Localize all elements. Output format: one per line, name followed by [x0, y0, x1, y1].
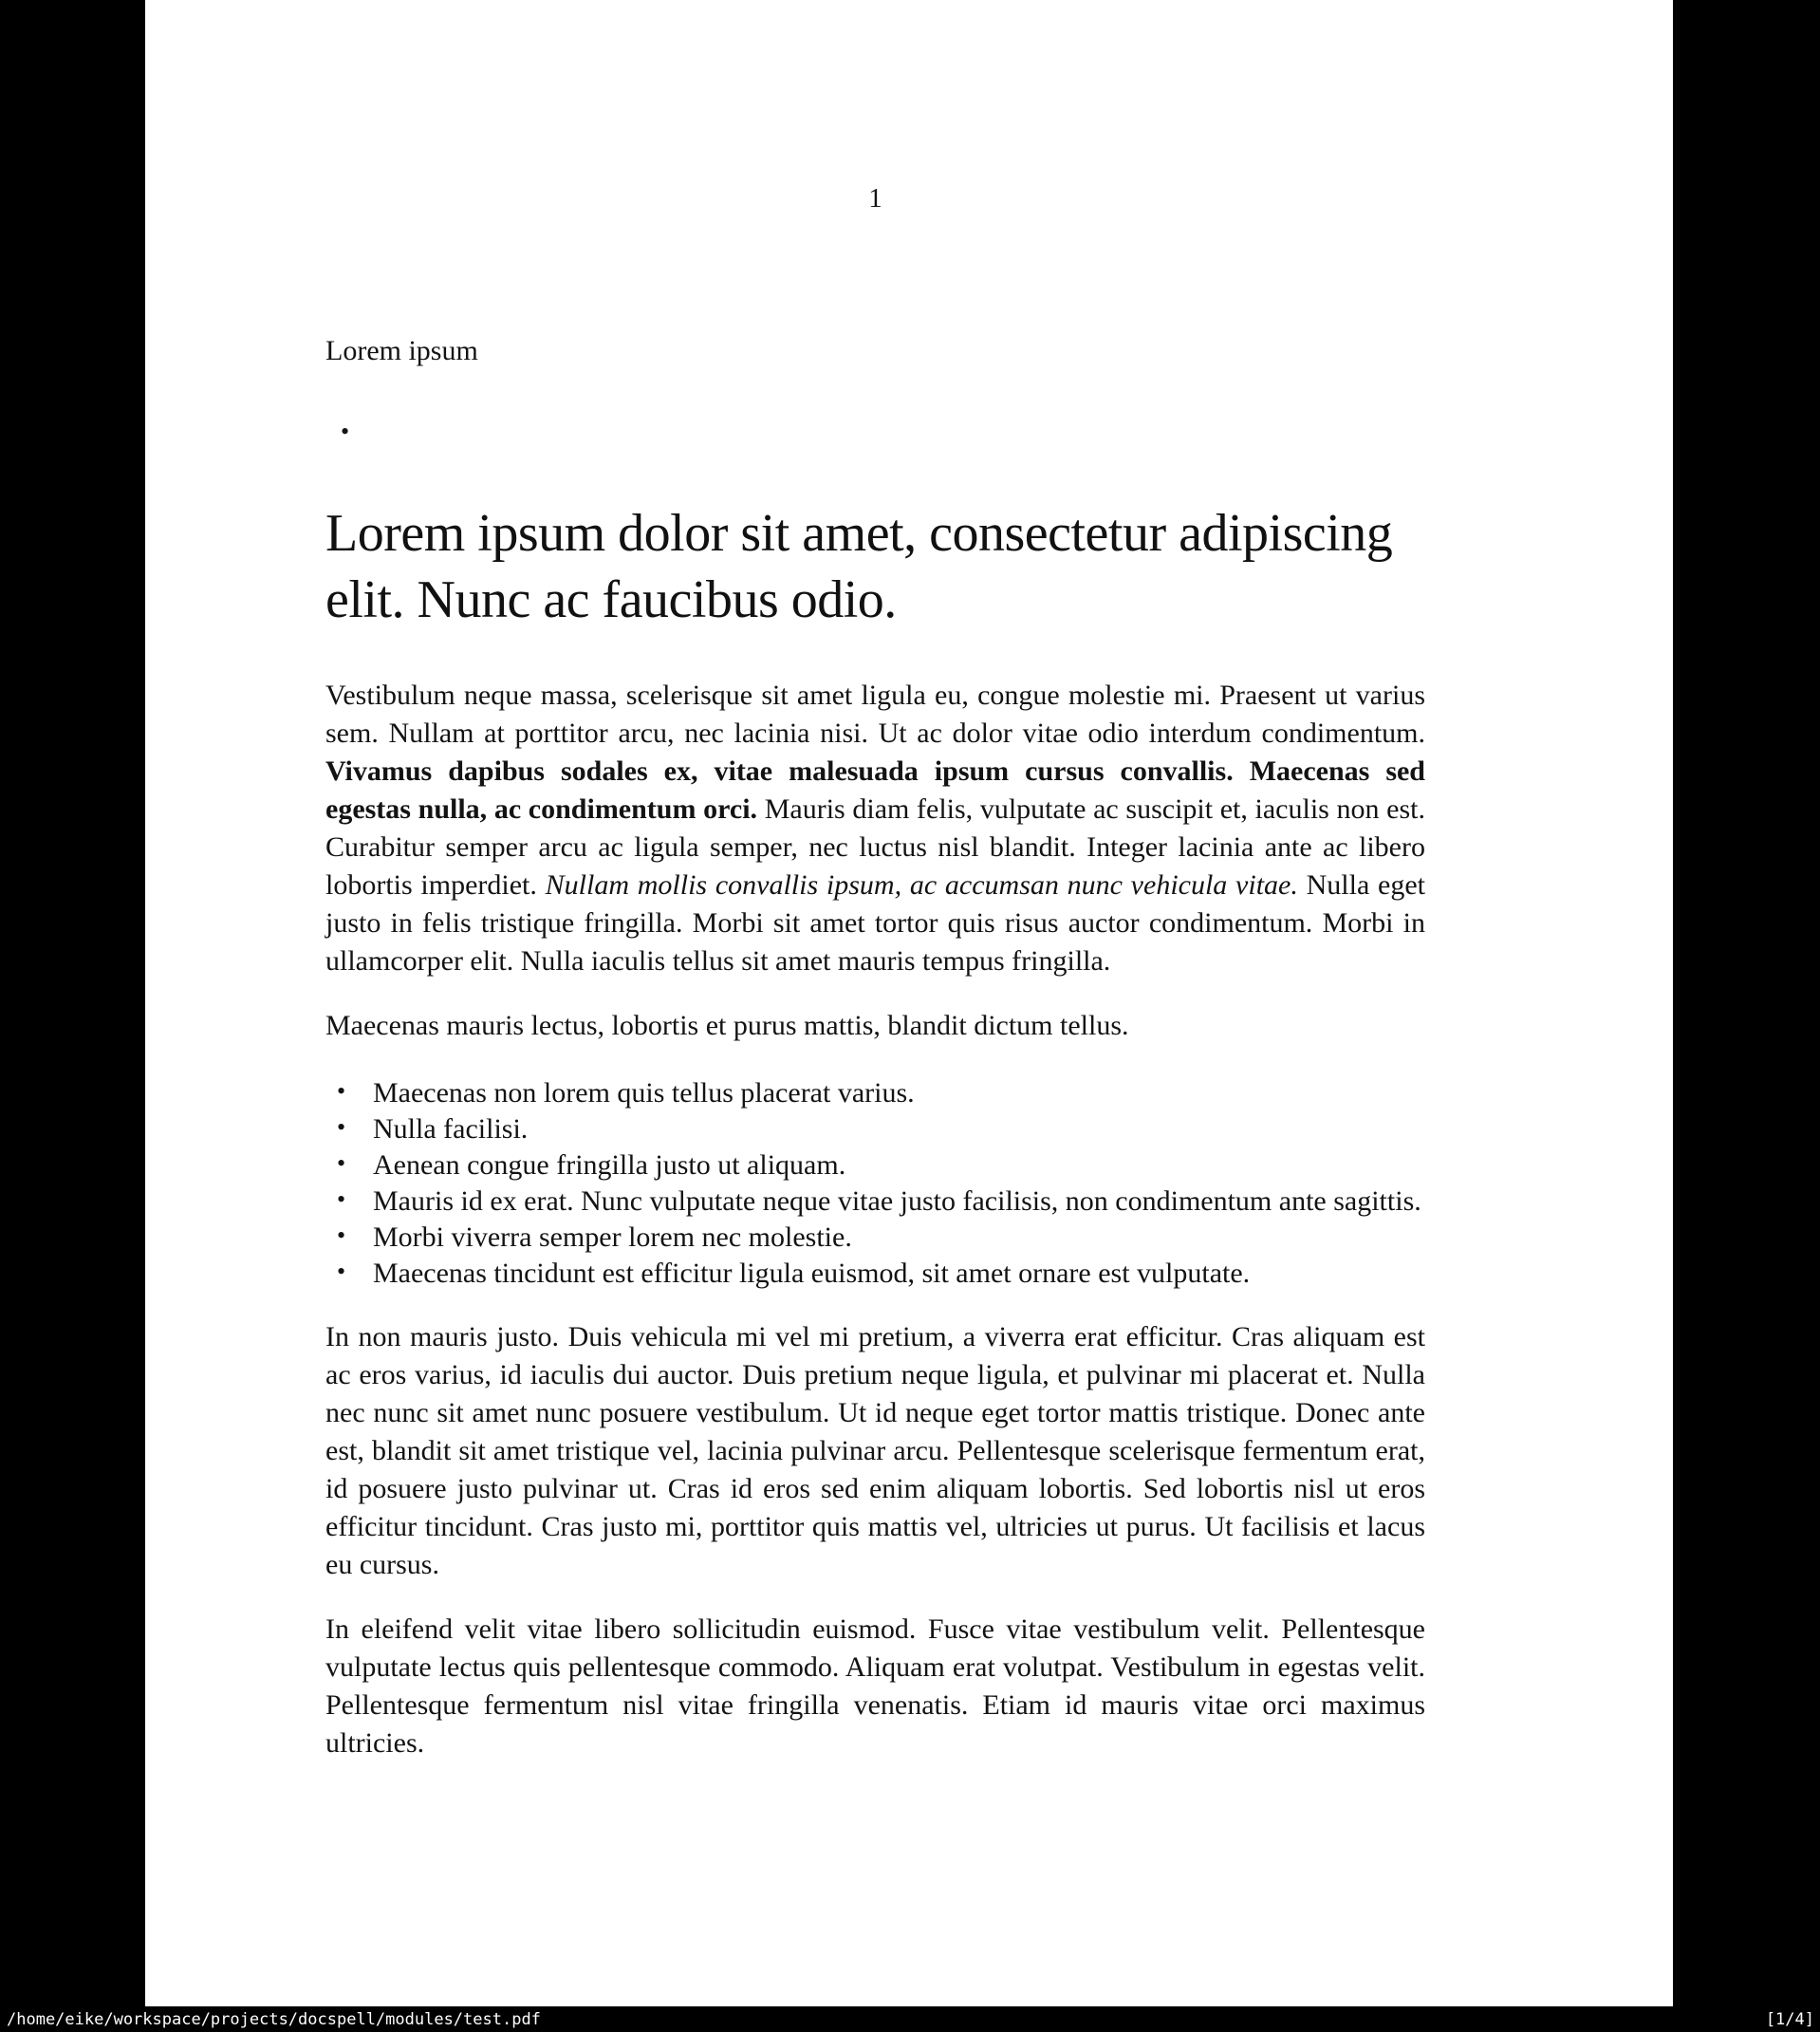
bullet-icon: • — [337, 1113, 346, 1141]
paragraph1-bold-span: Vivamus dapibus sodales ex, vitae malesuada ipsum cursus convallis. Maecenas sed egestas nulla, ac condimentum orci. — [325, 755, 1425, 825]
list-item — [325, 1075, 1425, 1111]
list-item-text: Maecenas non lorem quis tellus placerat varius. — [373, 1077, 915, 1109]
paragraph1-italic-span: Nullam mollis convallis ipsum, ac accumsan nunc vehicula vitae. — [545, 869, 1298, 901]
body-paragraph-4: In eleifend velit vitae libero sollicitudin euismod. Fusce vitae vestibulum velit. Pellentesque vulputate lectus quis pellentesque commodo. Aliquam erat volutpat. Vestibulum in egestas velit. Pellentesque fermentum nisl vitae fringilla venenatis. Etiam id mauris vitae orci maximus ultricies. — [325, 1613, 1425, 1759]
statusbar-page-indicator: [1/4] — [1765, 2009, 1814, 2029]
pdf-page[interactable] — [145, 0, 1673, 2006]
bullet-icon: • — [341, 418, 350, 445]
statusbar-file-path: /home/eike/workspace/projects/docspell/modules/test.pdf — [7, 2009, 541, 2029]
list-item — [325, 1147, 1425, 1184]
list-item-text: Morbi viverra semper lorem nec molestie. — [373, 1221, 852, 1253]
body-paragraph-1 — [325, 677, 1425, 980]
document-title: Lorem ipsum dolor sit amet, consectetur adipiscing elit. Nunc ac faucibus odio. — [325, 504, 1393, 629]
bullet-list — [325, 1075, 1425, 1292]
list-item-text: Mauris id ex erat. Nunc vulputate neque vitae justo facilisis, non condimentum ante sagittis. — [373, 1185, 1421, 1217]
bullet-icon: • — [337, 1077, 346, 1105]
list-item — [325, 1184, 1425, 1220]
empty-list-item — [325, 412, 1425, 451]
list-item-text: Nulla facilisi. — [373, 1113, 529, 1145]
page-content — [325, 0, 1425, 1762]
bullet-icon: • — [337, 1258, 346, 1285]
page-number: 1 — [868, 183, 882, 214]
list-item — [325, 1256, 1425, 1292]
statusbar — [0, 2006, 1820, 2032]
intro-line: Lorem ipsum — [325, 335, 478, 366]
paragraph1-normal-1: Vestibulum neque massa, scelerisque sit amet ligula eu, congue molestie mi. Praesent ut varius sem. Nullam at porttitor arcu, nec lacinia nisi. Ut ac dolor vitae odio interdum condimentum. — [325, 680, 1425, 749]
list-item-text: Maecenas tincidunt est efficitur ligula euismod, sit amet ornare est vulputate. — [373, 1258, 1251, 1289]
bullet-icon: • — [337, 1185, 346, 1213]
list-item-text: Aenean congue fringilla justo ut aliquam. — [373, 1149, 846, 1181]
list-item — [325, 1220, 1425, 1256]
list-item — [325, 1111, 1425, 1147]
body-paragraph-2: Maecenas mauris lectus, lobortis et purus mattis, blandit dictum tellus. — [325, 1010, 1129, 1041]
paragraph1-normal-3: Nulla eget justo in felis tristique fringilla. Morbi sit amet tortor quis risus auctor condimentum. Morbi in ullamcorper elit. Nulla iaculis tellus sit amet mauris tempus fringilla. — [325, 869, 1425, 977]
body-paragraph-3: In non mauris justo. Duis vehicula mi vel mi pretium, a viverra erat efficitur. Cras aliquam est ac eros varius, id iaculis dui auctor. Duis pretium neque ligula, et pulvinar mi placerat et. Nulla nec nunc sit amet nunc posuere vestibulum. Ut id neque eget tortor mattis tristique. Donec ante est, blandit sit amet tristique vel, lacinia pulvinar arcu. Pellentesque scelerisque fermentum erat, id posuere justo pulvinar ut. Cras id eros sed enim aliquam lobortis. Sed lobortis nisl ut eros efficitur tincidunt. Cras justo mi, porttitor quis mattis vel, ultricies ut purus. Ut facilisis et lacus eu cursus. — [325, 1321, 1425, 1580]
bullet-icon: • — [337, 1149, 346, 1177]
paragraph1-normal-2: Mauris diam felis, vulputate ac suscipit et, iaculis non est. Curabitur semper arcu ac ligula semper, nec luctus nisl blandit. Integer lacinia ante ac libero lobortis imperdiet. — [325, 793, 1425, 901]
bullet-icon: • — [337, 1221, 346, 1249]
